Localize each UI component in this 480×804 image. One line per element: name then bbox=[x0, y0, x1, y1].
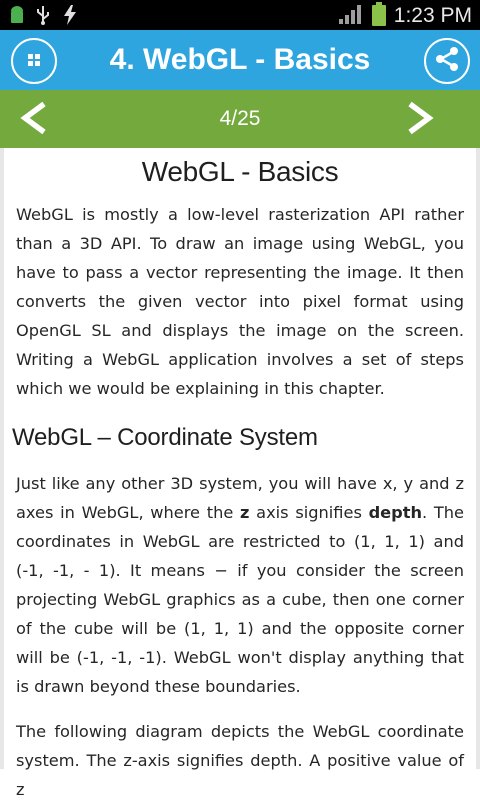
article-heading: WebGL - Basics bbox=[141, 156, 339, 187]
status-time: 1:23 PM bbox=[393, 4, 472, 27]
usb-icon bbox=[36, 4, 50, 30]
status-bar-notifications bbox=[10, 4, 78, 30]
signal-icon bbox=[338, 3, 364, 29]
battery-icon bbox=[372, 2, 386, 30]
title-bar bbox=[0, 30, 480, 90]
menu-button[interactable] bbox=[11, 38, 57, 84]
diagram-paragraph: The following diagram depicts the WebGL coordinate system. The z-axis signifies depth. A positive value of z bbox=[16, 722, 464, 799]
intro-paragraph: WebGL is mostly a low-level rasterization API rather than a 3D API. To draw an image using WebGL, you have to pass a vector representing the image. It then converts the given vector into pixel format using OpenGL SL and displays the image on the screen. Writing a WebGL application involves a set of steps which we would be explaining in this chapter. bbox=[16, 205, 464, 398]
coord-text-1: Just like any other 3D system, you will have x, y and z axes in WebGL, where the bbox=[16, 474, 464, 522]
share-icon bbox=[434, 46, 460, 76]
coordinate-paragraph bbox=[16, 469, 464, 701]
chevron-right-icon bbox=[405, 100, 435, 140]
android-icon bbox=[10, 5, 24, 29]
status-bar bbox=[0, 0, 480, 30]
section-heading: WebGL – Coordinate System bbox=[12, 424, 318, 451]
coord-text-2: axis signifies bbox=[249, 503, 369, 522]
coord-text-3: . The coordinates in WebGL are restricted to (1, 1, 1) and (-1, -1, - 1). It means − if you consider the screen projecting WebGL graphics as a cube, then one corner of the cube will be (1, 1, 1) and the opposite corner will be (-1, -1, -1). WebGL won't display anything that is drawn beyond these boundaries. bbox=[16, 503, 464, 696]
coord-bold-z: z bbox=[240, 503, 250, 522]
status-bar-system bbox=[338, 2, 472, 30]
grid-menu-icon bbox=[27, 52, 41, 71]
page-counter: 4/25 bbox=[219, 107, 261, 130]
article-content[interactable] bbox=[0, 148, 480, 799]
pager-bar bbox=[0, 90, 480, 148]
sync-icon bbox=[62, 4, 78, 30]
next-page-button[interactable] bbox=[400, 100, 440, 140]
share-button[interactable] bbox=[424, 38, 470, 84]
coord-bold-depth: depth bbox=[368, 503, 423, 522]
page-title: 4. WebGL - Basics bbox=[109, 43, 371, 76]
